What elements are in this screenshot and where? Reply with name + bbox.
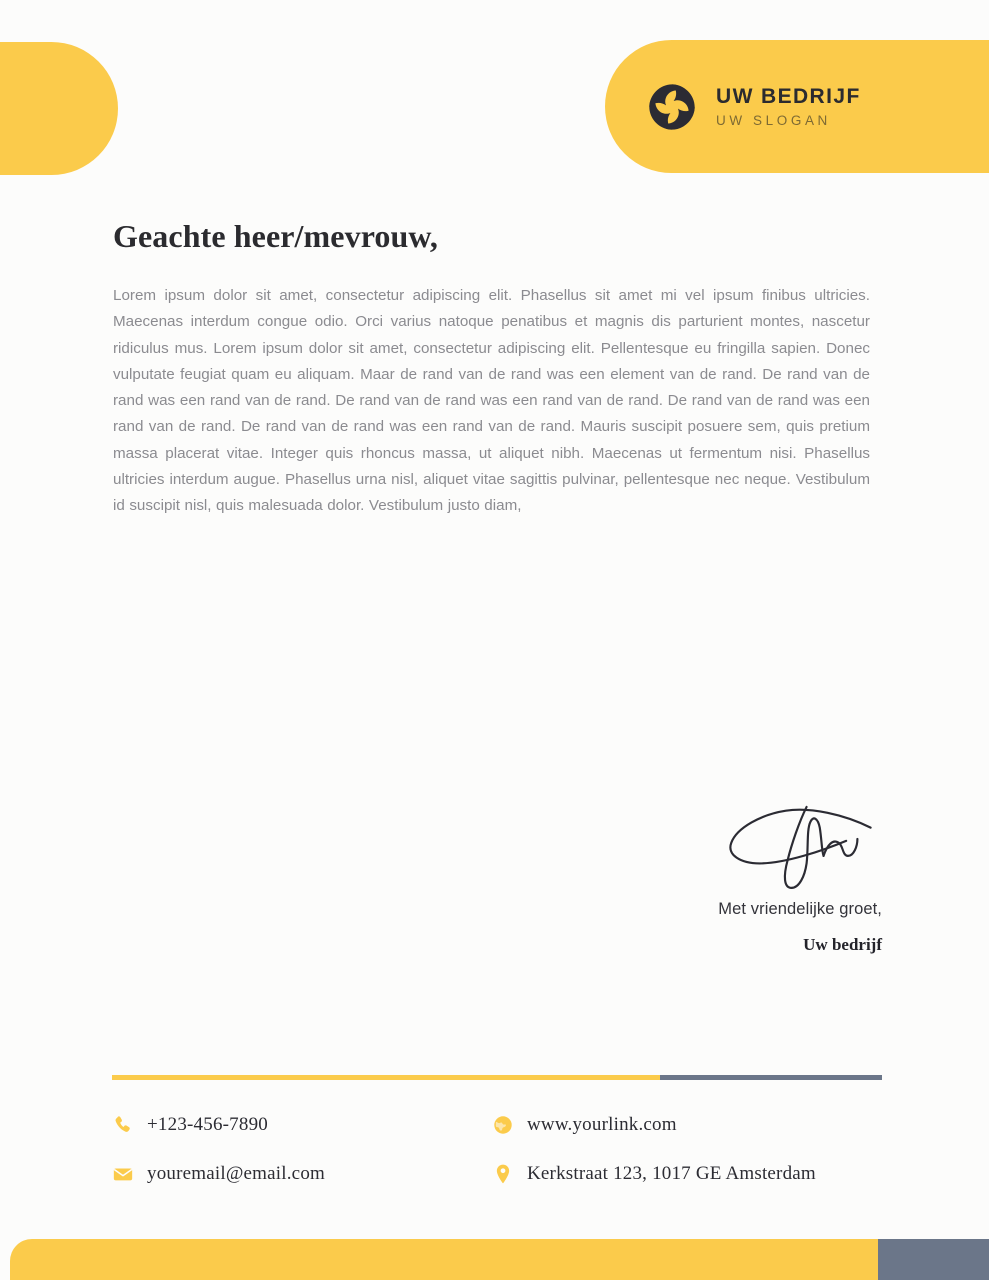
contact-email[interactable]: [112, 1163, 492, 1185]
globe-icon: [492, 1114, 514, 1136]
contact-email-text: youremail@email.com: [147, 1162, 325, 1184]
bottom-accent-yellow-bar: [10, 1239, 878, 1280]
footer-divider-gray-segment: [660, 1075, 882, 1080]
signature-regards: Met vriendelijke groet,: [718, 900, 882, 918]
handwritten-signature: [720, 800, 880, 892]
phone-icon: [112, 1114, 134, 1136]
salutation: Geachte heer/mevrouw,: [113, 218, 438, 254]
brand-text-block: [716, 86, 861, 128]
signature-company: Uw bedrijf: [803, 935, 882, 954]
contact-website[interactable]: [492, 1114, 902, 1136]
contact-phone-text: +123-456-7890: [147, 1113, 268, 1135]
contact-phone[interactable]: [112, 1114, 492, 1136]
contact-address-text: Kerkstraat 123, 1017 GE Amsterdam: [527, 1162, 816, 1184]
pin-icon: [492, 1163, 514, 1185]
bottom-accent-gray-bar: [878, 1239, 989, 1280]
signature-block: [622, 800, 882, 955]
header-bar: [605, 40, 989, 173]
contact-website-text: www.yourlink.com: [527, 1113, 677, 1135]
footer-contacts: [112, 1100, 902, 1198]
brand-slogan: UW SLOGAN: [716, 112, 831, 128]
top-left-accent-shape: [0, 42, 118, 175]
brand-lockup: [645, 40, 861, 173]
footer-divider: [112, 1075, 882, 1080]
letter-body: [113, 218, 870, 520]
letter-paragraph: Lorem ipsum dolor sit amet, consectetur adipiscing elit. Phasellus sit amet mi vel ipsum finibus ultricies. Maecenas interdum congue odio. Orci varius natoque penatibus et magnis dis parturient montes, nascetur ridiculus mus. Lorem ipsum dolor sit amet, consectetur adipiscing elit. Pellentesque eu fringilla sapien. Donec vulputate feugiat quam eu aliquam. Maar de rand van de rand was een element van de rand. De rand van de rand was een rand van de rand. De rand van de rand was een rand van de rand. De rand van de rand was een rand van de rand. De rand van de rand was een rand van de rand. Mauris suscipit posuere sem, quis pretium massa placerat vitae. Integer quis rhoncus massa, ut aliquet nibh. Maecenas ut fermentum nisi. Phasellus ultricies interdum augue. Phasellus urna nisl, aliquet vitae sagittis pulvinar, pellentesque nec neque. Vestibulum id suscipit nisl, quis malesuada dolor. Vestibulum justo diam,: [113, 287, 870, 515]
brand-name: UW BEDRIJF: [716, 84, 861, 108]
footer-divider-yellow-segment: [112, 1075, 660, 1080]
contact-address[interactable]: [492, 1163, 902, 1185]
swirl-aperture-logo-icon: [645, 80, 699, 134]
mail-icon: [112, 1163, 134, 1185]
